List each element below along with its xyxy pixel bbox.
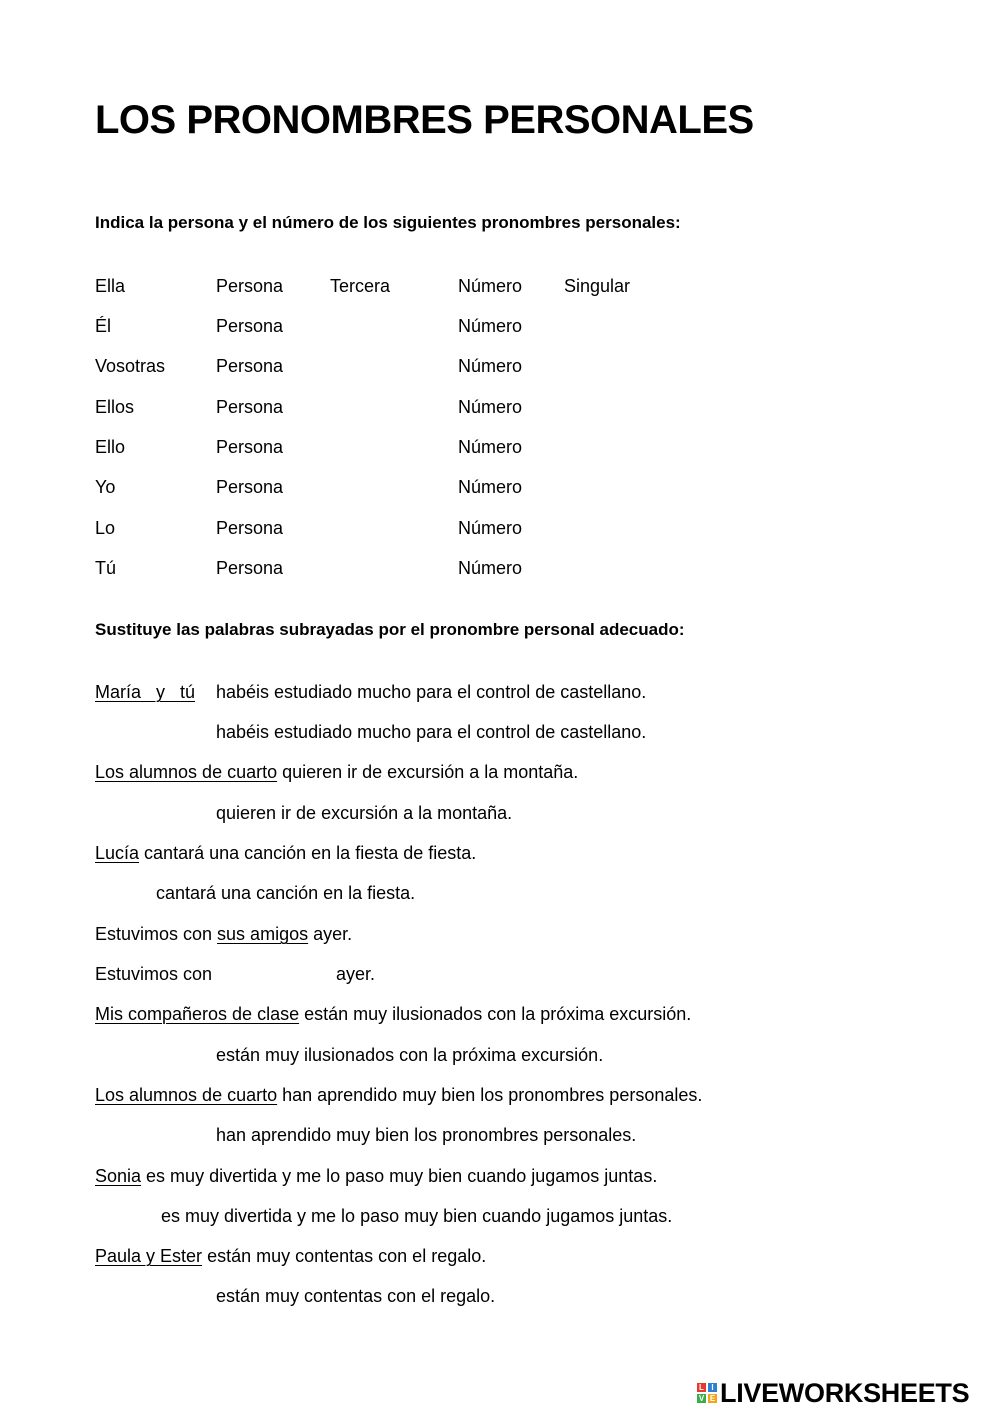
logo-tile: L bbox=[697, 1383, 706, 1392]
persona-label: Persona bbox=[216, 397, 284, 417]
pronoun: Tú bbox=[95, 558, 117, 578]
sentence-rest: quieren ir de excursión a la montaña. bbox=[277, 762, 579, 782]
section1-instruction: Indica la persona y el número de los siguientes pronombres personales: bbox=[95, 213, 681, 232]
liveworksheets-logo-icon bbox=[697, 1383, 717, 1403]
pronoun-row bbox=[0, 354, 1000, 378]
persona-label: Persona bbox=[216, 356, 284, 376]
numero-answer[interactable]: Singular bbox=[564, 276, 631, 296]
underlined-phrase: Paula y Ester bbox=[95, 1246, 203, 1266]
sentence-rewrite: habéis estudiado mucho para el control de castellano. bbox=[216, 722, 647, 742]
sentence-rewrite: están muy contentas con el regalo. bbox=[216, 1286, 496, 1306]
underlined-phrase: Los alumnos de cuarto bbox=[95, 1085, 278, 1105]
persona-label: Persona bbox=[216, 518, 284, 538]
sentence-original bbox=[95, 841, 476, 865]
sentence-rest: están muy ilusionados con la próxima excursión. bbox=[299, 1004, 692, 1024]
pronoun: Ella bbox=[95, 276, 126, 296]
numero-label: Número bbox=[458, 276, 523, 296]
pronoun: Vosotras bbox=[95, 356, 166, 376]
numero-label: Número bbox=[458, 316, 523, 336]
pronoun-row bbox=[0, 475, 1000, 499]
pronoun-row bbox=[0, 516, 1000, 540]
pronoun-row bbox=[0, 274, 1000, 298]
underlined-phrase: sus amigos bbox=[217, 924, 309, 944]
underlined-phrase: Lucía bbox=[95, 843, 140, 863]
sentence-rewrite: han aprendido muy bien los pronombres personales. bbox=[216, 1125, 637, 1145]
sentence-rewrite: están muy ilusionados con la próxima excursión. bbox=[216, 1045, 604, 1065]
logo-tile: I bbox=[708, 1383, 717, 1392]
sentence-rewrite-prefix: Estuvimos con bbox=[95, 964, 213, 984]
pronoun: Él bbox=[95, 316, 112, 336]
sentence-rewrite: cantará una canción en la fiesta. bbox=[156, 883, 416, 903]
logo-tile: V bbox=[698, 1394, 705, 1403]
numero-label: Número bbox=[458, 356, 523, 376]
numero-label: Número bbox=[458, 518, 523, 538]
sentence-rewrite: ayer. bbox=[336, 964, 376, 984]
logo-tile: E bbox=[709, 1394, 716, 1403]
sentence-rewrite: quieren ir de excursión a la montaña. bbox=[216, 803, 513, 823]
pronoun: Ello bbox=[95, 437, 126, 457]
sentence-original bbox=[95, 922, 352, 946]
pronoun-row bbox=[0, 435, 1000, 459]
persona-label: Persona bbox=[216, 437, 284, 457]
underlined-phrase: Mis compañeros de clase bbox=[95, 1004, 300, 1024]
numero-label: Número bbox=[458, 397, 523, 417]
pronoun-row bbox=[0, 556, 1000, 580]
numero-label: Número bbox=[458, 437, 523, 457]
pronoun: Yo bbox=[95, 477, 116, 497]
sentence-rest: es muy divertida y me lo paso muy bien cuando jugamos juntas. bbox=[141, 1166, 658, 1186]
persona-label: Persona bbox=[216, 316, 284, 336]
sentence-rest: ayer. bbox=[308, 924, 353, 944]
pronoun-row bbox=[0, 395, 1000, 419]
numero-label: Número bbox=[458, 477, 523, 497]
sentence-original bbox=[95, 1083, 702, 1107]
underlined-phrase: Sonia bbox=[95, 1166, 142, 1186]
pronoun: Lo bbox=[95, 518, 116, 538]
underlined-phrase: María y tú bbox=[95, 682, 196, 702]
liveworksheets-logo[interactable] bbox=[697, 1376, 969, 1410]
sentence-rewrite: es muy divertida y me lo paso muy bien cuando jugamos juntas. bbox=[161, 1206, 673, 1226]
logo-text: LIVEWORKSHEETS bbox=[720, 1377, 970, 1408]
sentence-original bbox=[95, 1244, 486, 1268]
persona-label: Persona bbox=[216, 558, 284, 578]
sentence-rest: cantará una canción en la fiesta de fiesta. bbox=[139, 843, 477, 863]
persona-answer[interactable]: Tercera bbox=[330, 276, 391, 296]
sentence-original bbox=[95, 680, 195, 704]
sentence-original bbox=[95, 1002, 691, 1026]
persona-label: Persona bbox=[216, 477, 284, 497]
pronoun: Ellos bbox=[95, 397, 135, 417]
persona-label: Persona bbox=[216, 276, 284, 296]
sentence-original bbox=[95, 760, 578, 784]
underlined-phrase: Los alumnos de cuarto bbox=[95, 762, 278, 782]
sentence-prefix: Estuvimos con bbox=[95, 924, 218, 944]
pronoun-row bbox=[0, 314, 1000, 338]
page-title: LOS PRONOMBRES PERSONALES bbox=[95, 98, 754, 142]
sentence-rest: han aprendido muy bien los pronombres personales. bbox=[277, 1085, 703, 1105]
sentence-original bbox=[95, 1164, 657, 1188]
sentence-rest: habéis estudiado mucho para el control de castellano. bbox=[216, 682, 647, 702]
section2-instruction: Sustituye las palabras subrayadas por el pronombre personal adecuado: bbox=[95, 620, 685, 639]
sentence-rest: están muy contentas con el regalo. bbox=[202, 1246, 487, 1266]
numero-label: Número bbox=[458, 558, 523, 578]
